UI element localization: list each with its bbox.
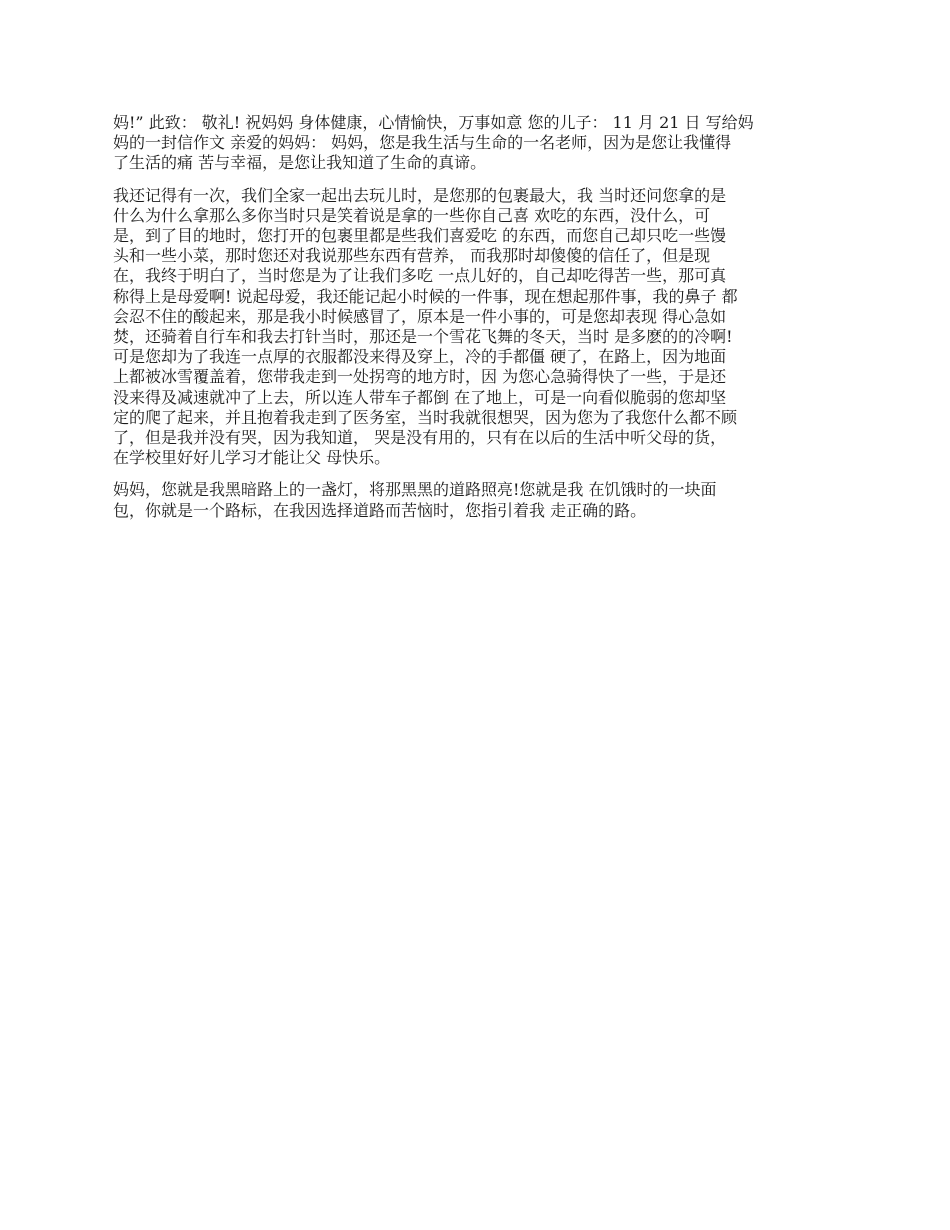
text-line: 包，你就是一个路标，在我因选择道路而苦恼时，您指引着我 走正确的路。	[113, 500, 647, 520]
paragraph-2	[113, 186, 840, 469]
text-line: 在，我终于明白了，当时您是为了让我们多吃 一点儿好的，自己却吃得苦一些，那可真	[113, 266, 727, 286]
paragraph-1	[113, 113, 840, 174]
text-line: 没来得及减速就冲了上去，所以连人带车子都倒 在了地上，可是一向看似脆弱的您却坚	[113, 387, 727, 407]
text-line: 焚，还骑着自行车和我去打针当时，那还是一个雪花飞舞的冬天，当时 是多麽的的冷啊!	[113, 327, 733, 347]
text-line: 称得上是母爱啊! 说起母爱，我还能记起小时候的一件事，现在想起那件事，我的鼻子 都	[113, 286, 738, 306]
text-line: 在学校里好好儿学习才能让父 母快乐。	[113, 448, 391, 468]
text-line: 会忍不住的酸起来，那是我小时候感冒了，原本是一件小事的，可是您却表现 得心急如	[113, 306, 727, 326]
document-body	[113, 113, 840, 533]
text-line: 妈的一封信作文 亲爱的妈妈： 妈妈，您是我生活与生命的一名老师，因为是您让我懂得	[113, 133, 732, 153]
text-line: 可是您却为了我连一点厚的衣服都没来得及穿上，冷的手都僵 硬了，在路上，因为地面	[113, 347, 727, 367]
text-line: 了，但是我并没有哭，因为我知道， 哭是没有用的，只有在以后的生活中听父母的货，	[113, 428, 727, 448]
text-line: 定的爬了起来，并且抱着我走到了医务室，当时我就很想哭，因为您为了我您什么都不顾	[113, 407, 738, 427]
text-line: 了生活的痛 苦与幸福，是您让我知道了生命的真谛。	[113, 153, 487, 173]
text-line: 是，到了目的地时，您打开的包裹里都是些我们喜爱吃 的东西，而您自己却只吃一些馒	[113, 226, 727, 246]
text-line: 上都被冰雪覆盖着，您带我走到一处拐弯的地方时，因 为您心急骑得快了一些，于是还	[113, 367, 727, 387]
text-line: 妈妈，您就是我黑暗路上的一盏灯，将那黑黑的道路照亮!您就是我 在饥饿时的一块面	[113, 480, 717, 500]
paragraph-3	[113, 480, 840, 520]
text-line: 头和一些小菜，那时您还对我说那些东西有营养， 而我那时却傻傻的信任了，但是现	[113, 246, 711, 266]
text-line: 什么为什么拿那么多你当时只是笑着说是拿的一些你自己喜 欢吃的东西，没什么，可	[113, 205, 711, 225]
text-line: 妈!” 此致： 敬礼! 祝妈妈 身体健康，心情愉快，万事如意 您的儿子： 11 月 21 日 写给妈	[113, 113, 754, 132]
text-line: 我还记得有一次，我们全家一起出去玩儿时，是您那的包裹最大，我 当时还问您拿的是	[113, 185, 727, 205]
